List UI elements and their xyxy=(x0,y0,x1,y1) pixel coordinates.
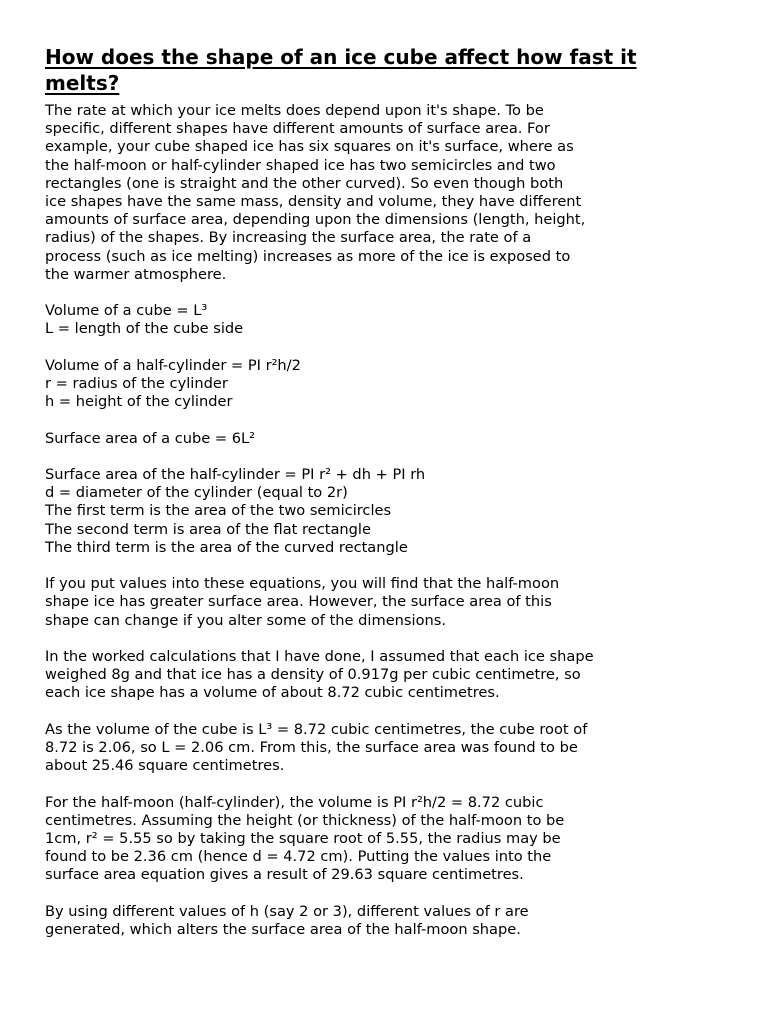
text-line: radius) of the shapes. By increasing the surface area, the rate of a xyxy=(45,229,532,247)
text-line: The second term is area of the flat rectangle xyxy=(45,520,371,538)
text-line: shape ice has greater surface area. However, the surface area of this xyxy=(45,593,552,611)
text-line: ice shapes have the same mass, density and volume, they have different xyxy=(45,193,582,211)
text-line: As the volume of the cube is L³ = 8.72 cubic centimetres, the cube root of xyxy=(45,720,588,738)
text-line: d = diameter of the cylinder (equal to 2r) xyxy=(45,484,348,502)
text-line: Volume of a cube = L³ xyxy=(45,302,208,320)
text-line: The first term is the area of the two semicircles xyxy=(45,502,392,520)
text-line: r = radius of the cylinder xyxy=(45,375,228,393)
text-line: By using different values of h (say 2 or 3), different values of r are xyxy=(45,902,529,920)
text-line: found to be 2.36 cm (hence d = 4.72 cm). Putting the values into the xyxy=(45,848,552,866)
paragraph xyxy=(45,357,735,412)
document-title xyxy=(45,44,735,96)
text-line: amounts of surface area, depending upon the dimensions (length, height, xyxy=(45,211,586,229)
text-line: shape can change if you alter some of the dimensions. xyxy=(45,611,447,629)
paragraph xyxy=(45,721,735,776)
paragraph xyxy=(45,903,735,939)
title-line: How does the shape of an ice cube affect how fast it xyxy=(45,45,637,69)
text-line: Surface area of the half-cylinder = PI r² + dh + PI rh xyxy=(45,466,426,483)
text-line: For the half-moon (half-cylinder), the volume is PI r²h/2 = 8.72 cubic xyxy=(45,793,544,811)
paragraph xyxy=(45,466,735,557)
paragraph xyxy=(45,102,735,284)
paragraph xyxy=(45,794,735,885)
text-line: generated, which alters the surface area of the half-moon shape. xyxy=(45,921,521,938)
text-line: 1cm, r² = 5.55 so by taking the square root of 5.55, the radius may be xyxy=(45,830,561,847)
document-body xyxy=(45,102,735,939)
text-line: L = length of the cube side xyxy=(45,320,244,338)
text-line: In the worked calculations that I have done, I assumed that each ice shape xyxy=(45,648,594,665)
text-line: 8.72 is 2.06, so L = 2.06 cm. From this, the surface area was found to be xyxy=(45,739,578,756)
title-line: melts? xyxy=(45,71,120,95)
text-line: specific, different shapes have different amounts of surface area. For xyxy=(45,120,550,138)
text-line: The rate at which your ice melts does depend upon it's shape. To be xyxy=(45,102,544,119)
paragraph xyxy=(45,302,735,338)
text-line: If you put values into these equations, you will find that the half-moon xyxy=(45,575,560,593)
text-line: weighed 8g and that ice has a density of 0.917g per cubic centimetre, so xyxy=(45,666,581,684)
paragraph xyxy=(45,648,735,703)
text-line: Volume of a half-cylinder = PI r²h/2 xyxy=(45,356,301,374)
text-line: surface area equation gives a result of 29.63 square centimetres. xyxy=(45,866,524,884)
text-line: about 25.46 square centimetres. xyxy=(45,757,285,775)
text-line: centimetres. Assuming the height (or thickness) of the half-moon to be xyxy=(45,811,565,829)
paragraph xyxy=(45,430,735,448)
text-line: Surface area of a cube = 6L² xyxy=(45,429,255,447)
text-line: each ice shape has a volume of about 8.72 cubic centimetres. xyxy=(45,684,500,702)
text-line: example, your cube shaped ice has six squares on it's surface, where as xyxy=(45,138,574,156)
document-page xyxy=(45,44,735,957)
text-line: h = height of the cylinder xyxy=(45,393,233,411)
text-line: the half-moon or half-cylinder shaped ice has two semicircles and two xyxy=(45,156,556,174)
paragraph xyxy=(45,575,735,630)
text-line: rectangles (one is straight and the other curved). So even though both xyxy=(45,174,564,192)
text-line: the warmer atmosphere. xyxy=(45,265,227,283)
text-line: process (such as ice melting) increases as more of the ice is exposed to xyxy=(45,247,571,265)
text-line: The third term is the area of the curved rectangle xyxy=(45,538,408,556)
